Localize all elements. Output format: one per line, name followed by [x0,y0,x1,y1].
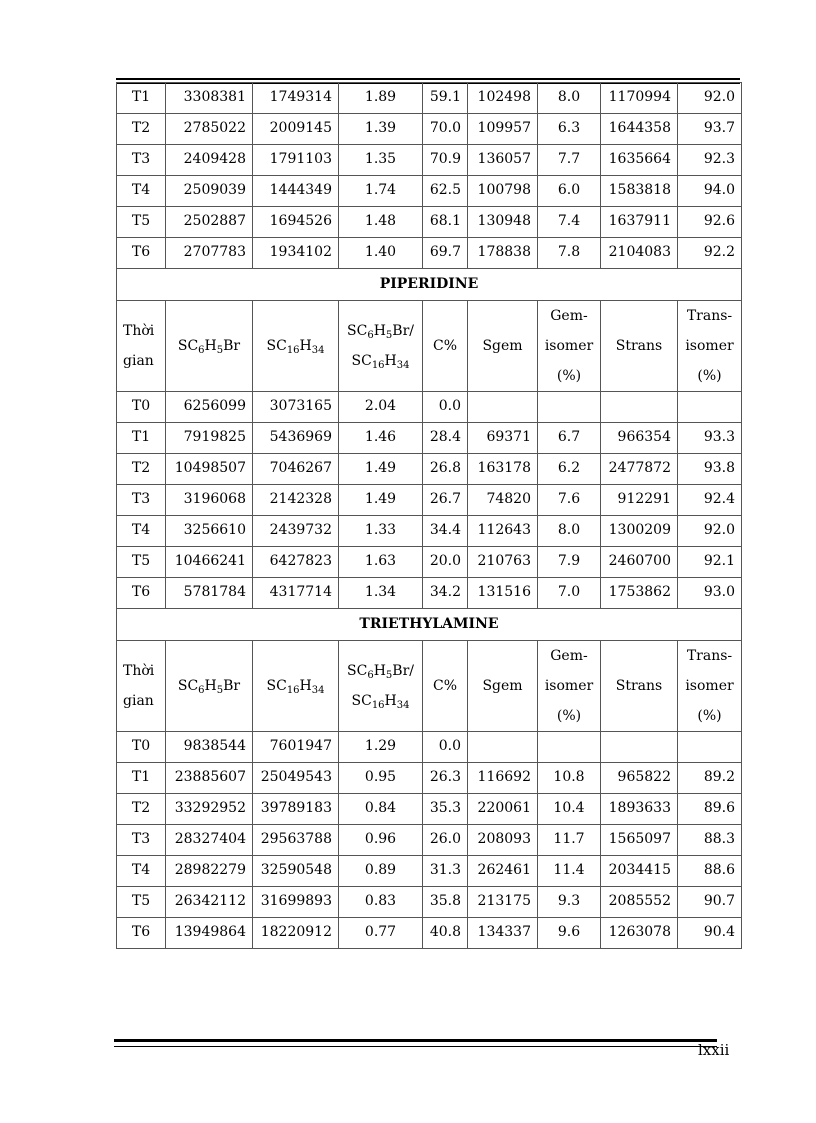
table-cell: T4 [117,856,166,887]
table-cell: 1753862 [601,578,678,609]
table-cell: 4317714 [253,578,339,609]
data-table [116,82,742,949]
header-gem-isomer: Gem- isomer (%) [538,641,601,732]
table-cell: 0.89 [339,856,423,887]
table-cell: 10.4 [538,794,601,825]
section-title: PIPERIDINE [117,269,742,301]
table-cell: 1635664 [601,145,678,176]
table-cell: 1444349 [253,176,339,207]
header-trans-isomer: Trans- isomer (%) [678,641,742,732]
table-cell: 2142328 [253,485,339,516]
table-cell: T6 [117,918,166,949]
table-cell: 68.1 [423,207,468,238]
table-cell: 26.7 [423,485,468,516]
table-cell: T4 [117,176,166,207]
bottom-rule [114,1039,717,1047]
table-cell: 40.8 [423,918,468,949]
header-trans-isomer: Trans- isomer (%) [678,301,742,392]
table-cell: 88.6 [678,856,742,887]
table-cell: T1 [117,763,166,794]
table-cell: 1.40 [339,238,423,269]
table-cell: 6.7 [538,423,601,454]
table-cell: 2034415 [601,856,678,887]
table-cell: 10466241 [166,547,253,578]
table-cell: 88.3 [678,825,742,856]
table-cell: 26.0 [423,825,468,856]
table-cell: 1.49 [339,485,423,516]
table-cell: 8.0 [538,516,601,547]
table-cell: 92.2 [678,238,742,269]
table-cell: 3073165 [253,392,339,423]
table-row [117,547,742,578]
table-cell [538,392,601,423]
table-cell [678,732,742,763]
table-cell: 1637911 [601,207,678,238]
table-row [117,918,742,949]
table-cell: T4 [117,516,166,547]
table-cell: 1.74 [339,176,423,207]
table-cell: T3 [117,145,166,176]
table-cell: 89.6 [678,794,742,825]
table-cell: 1644358 [601,114,678,145]
table-row [117,145,742,176]
table-cell: 69.7 [423,238,468,269]
table-cell: 1583818 [601,176,678,207]
table-cell: 9.3 [538,887,601,918]
table-cell: T1 [117,423,166,454]
table-cell: 1.29 [339,732,423,763]
table-cell: 2104083 [601,238,678,269]
table-cell: 13949864 [166,918,253,949]
header-strans: Strans [601,641,678,732]
table-cell: 2785022 [166,114,253,145]
table-cell: T5 [117,207,166,238]
page-number: lxxii [698,1041,730,1059]
table-cell: 28.4 [423,423,468,454]
table-cell: 70.9 [423,145,468,176]
table-cell [678,392,742,423]
table-cell: 92.1 [678,547,742,578]
table-cell: 6256099 [166,392,253,423]
table-cell: 116692 [468,763,538,794]
table-cell: 23885607 [166,763,253,794]
table-row [117,176,742,207]
table-cell: 69371 [468,423,538,454]
table-cell: 2460700 [601,547,678,578]
header-sc16h34: $SC_{16}H_{34}$ [253,641,339,732]
table-cell: 25049543 [253,763,339,794]
table-cell: 8.0 [538,83,601,114]
table-cell: 10498507 [166,454,253,485]
table-cell: 0.96 [339,825,423,856]
table-cell: 109957 [468,114,538,145]
table-cell: 31699893 [253,887,339,918]
table-cell: 11.7 [538,825,601,856]
header-row [117,301,742,392]
table-cell: 26.3 [423,763,468,794]
table-cell: 1263078 [601,918,678,949]
table-cell: 1.39 [339,114,423,145]
table-row [117,887,742,918]
header-time: Thời gian [117,301,166,392]
table-row [117,238,742,269]
table-cell: 2085552 [601,887,678,918]
header-c-percent: C% [423,641,468,732]
table-cell: T2 [117,794,166,825]
table-row [117,454,742,485]
header-ratio: $SC_6H_5Br/$ $SC_{16}H_{34}$ [339,641,423,732]
header-strans: Strans [601,301,678,392]
table-cell: 210763 [468,547,538,578]
table-cell: 5436969 [253,423,339,454]
table-cell: 7.9 [538,547,601,578]
table-cell: 89.2 [678,763,742,794]
table-cell [538,732,601,763]
table-row [117,578,742,609]
table-cell: 262461 [468,856,538,887]
table-cell: 26.8 [423,454,468,485]
table-cell: 134337 [468,918,538,949]
table-cell: 131516 [468,578,538,609]
table-cell: 92.0 [678,516,742,547]
table-cell: 130948 [468,207,538,238]
header-sc6h5br: $SC_6H_5Br$ [166,641,253,732]
section-title: TRIETHYLAMINE [117,609,742,641]
table-cell: 100798 [468,176,538,207]
table-cell [468,732,538,763]
table-cell: 32590548 [253,856,339,887]
table-row [117,485,742,516]
header-sgem: Sgem [468,301,538,392]
table-cell: 965822 [601,763,678,794]
header-sgem: Sgem [468,641,538,732]
table-cell: 6.0 [538,176,601,207]
table-cell: 1.33 [339,516,423,547]
table-cell: 220061 [468,794,538,825]
table-cell: 35.3 [423,794,468,825]
table-cell: 912291 [601,485,678,516]
table-cell: T6 [117,578,166,609]
table-cell: 1.35 [339,145,423,176]
table-cell: 90.7 [678,887,742,918]
table-cell [601,392,678,423]
table-cell: 2.04 [339,392,423,423]
table-cell: 11.4 [538,856,601,887]
table-cell: 93.8 [678,454,742,485]
table-cell: 6427823 [253,547,339,578]
table-cell: 92.3 [678,145,742,176]
section-row [117,609,742,641]
table-cell: 93.3 [678,423,742,454]
table-cell [468,392,538,423]
table-cell: 9838544 [166,732,253,763]
table-cell: 208093 [468,825,538,856]
table-cell: 1.46 [339,423,423,454]
table-cell: 6.3 [538,114,601,145]
table-cell: 136057 [468,145,538,176]
table-cell: 34.2 [423,578,468,609]
table-cell: 28327404 [166,825,253,856]
table-cell: 0.77 [339,918,423,949]
table-cell: T5 [117,547,166,578]
table-cell: 94.0 [678,176,742,207]
table-cell: 34.4 [423,516,468,547]
table-cell: 1170994 [601,83,678,114]
table-cell: T2 [117,454,166,485]
table-cell: 59.1 [423,83,468,114]
table-cell: 966354 [601,423,678,454]
table-cell: 7.4 [538,207,601,238]
table-cell: 9.6 [538,918,601,949]
table-cell: 1.34 [339,578,423,609]
table-cell: 1.89 [339,83,423,114]
header-sc16h34: $SC_{16}H_{34}$ [253,301,339,392]
table-cell [601,732,678,763]
header-c-percent: C% [423,301,468,392]
table-cell: 6.2 [538,454,601,485]
table-row [117,794,742,825]
table-cell: 3256610 [166,516,253,547]
table-cell: 1.63 [339,547,423,578]
table-cell: 112643 [468,516,538,547]
table-cell: 213175 [468,887,538,918]
table-row [117,114,742,145]
table-cell: 5781784 [166,578,253,609]
table-cell: 0.0 [423,732,468,763]
table-cell: T3 [117,825,166,856]
table-cell: 2502887 [166,207,253,238]
table-cell: 1749314 [253,83,339,114]
table-row [117,516,742,547]
table-cell: 92.6 [678,207,742,238]
table-cell: 1791103 [253,145,339,176]
table-cell: 0.95 [339,763,423,794]
table-cell: T0 [117,392,166,423]
table-cell: 3308381 [166,83,253,114]
table-cell: T3 [117,485,166,516]
table-cell: 7601947 [253,732,339,763]
table-cell: 1.48 [339,207,423,238]
table-cell: 2477872 [601,454,678,485]
table-cell: T1 [117,83,166,114]
table-cell: 7919825 [166,423,253,454]
table-cell: 1934102 [253,238,339,269]
header-time: Thời gian [117,641,166,732]
table-cell: 1893633 [601,794,678,825]
table-cell: 10.8 [538,763,601,794]
table-row [117,83,742,114]
table-cell: T2 [117,114,166,145]
table-cell: 1565097 [601,825,678,856]
table-cell: 163178 [468,454,538,485]
table-row [117,392,742,423]
table-cell: 3196068 [166,485,253,516]
table-cell: T6 [117,238,166,269]
table-cell: 7046267 [253,454,339,485]
table-cell: 33292952 [166,794,253,825]
table-cell: 2409428 [166,145,253,176]
table-row [117,207,742,238]
table-cell: 2707783 [166,238,253,269]
table-cell: 26342112 [166,887,253,918]
table-cell: 0.0 [423,392,468,423]
table-row [117,825,742,856]
table-cell: 7.0 [538,578,601,609]
table-cell: 29563788 [253,825,339,856]
table-cell: 39789183 [253,794,339,825]
table-cell: 92.4 [678,485,742,516]
table-cell: 1.49 [339,454,423,485]
table-cell: 35.8 [423,887,468,918]
table-cell: 7.6 [538,485,601,516]
table-cell: 93.0 [678,578,742,609]
table-cell: 0.83 [339,887,423,918]
table-cell: 2439732 [253,516,339,547]
table-row [117,763,742,794]
table-cell: T5 [117,887,166,918]
header-sc6h5br: $SC_6H_5Br$ [166,301,253,392]
table-cell: 1300209 [601,516,678,547]
table-cell: 90.4 [678,918,742,949]
table-cell: 2009145 [253,114,339,145]
table-cell: 92.0 [678,83,742,114]
table-cell: 178838 [468,238,538,269]
table-cell: 93.7 [678,114,742,145]
table-row [117,423,742,454]
header-row [117,641,742,732]
table-cell: 20.0 [423,547,468,578]
table-cell: 28982279 [166,856,253,887]
header-gem-isomer: Gem- isomer (%) [538,301,601,392]
table-cell: 18220912 [253,918,339,949]
table-cell: 62.5 [423,176,468,207]
table-cell: 74820 [468,485,538,516]
table-cell: 7.7 [538,145,601,176]
table-cell: 1694526 [253,207,339,238]
header-ratio: $SC_6H_5Br/$ $SC_{16}H_{34}$ [339,301,423,392]
table-row [117,856,742,887]
table-cell: 70.0 [423,114,468,145]
section-row [117,269,742,301]
table-cell: 102498 [468,83,538,114]
table-cell: T0 [117,732,166,763]
table-cell: 31.3 [423,856,468,887]
table-cell: 7.8 [538,238,601,269]
table-cell: 0.84 [339,794,423,825]
table-cell: 2509039 [166,176,253,207]
table-row [117,732,742,763]
